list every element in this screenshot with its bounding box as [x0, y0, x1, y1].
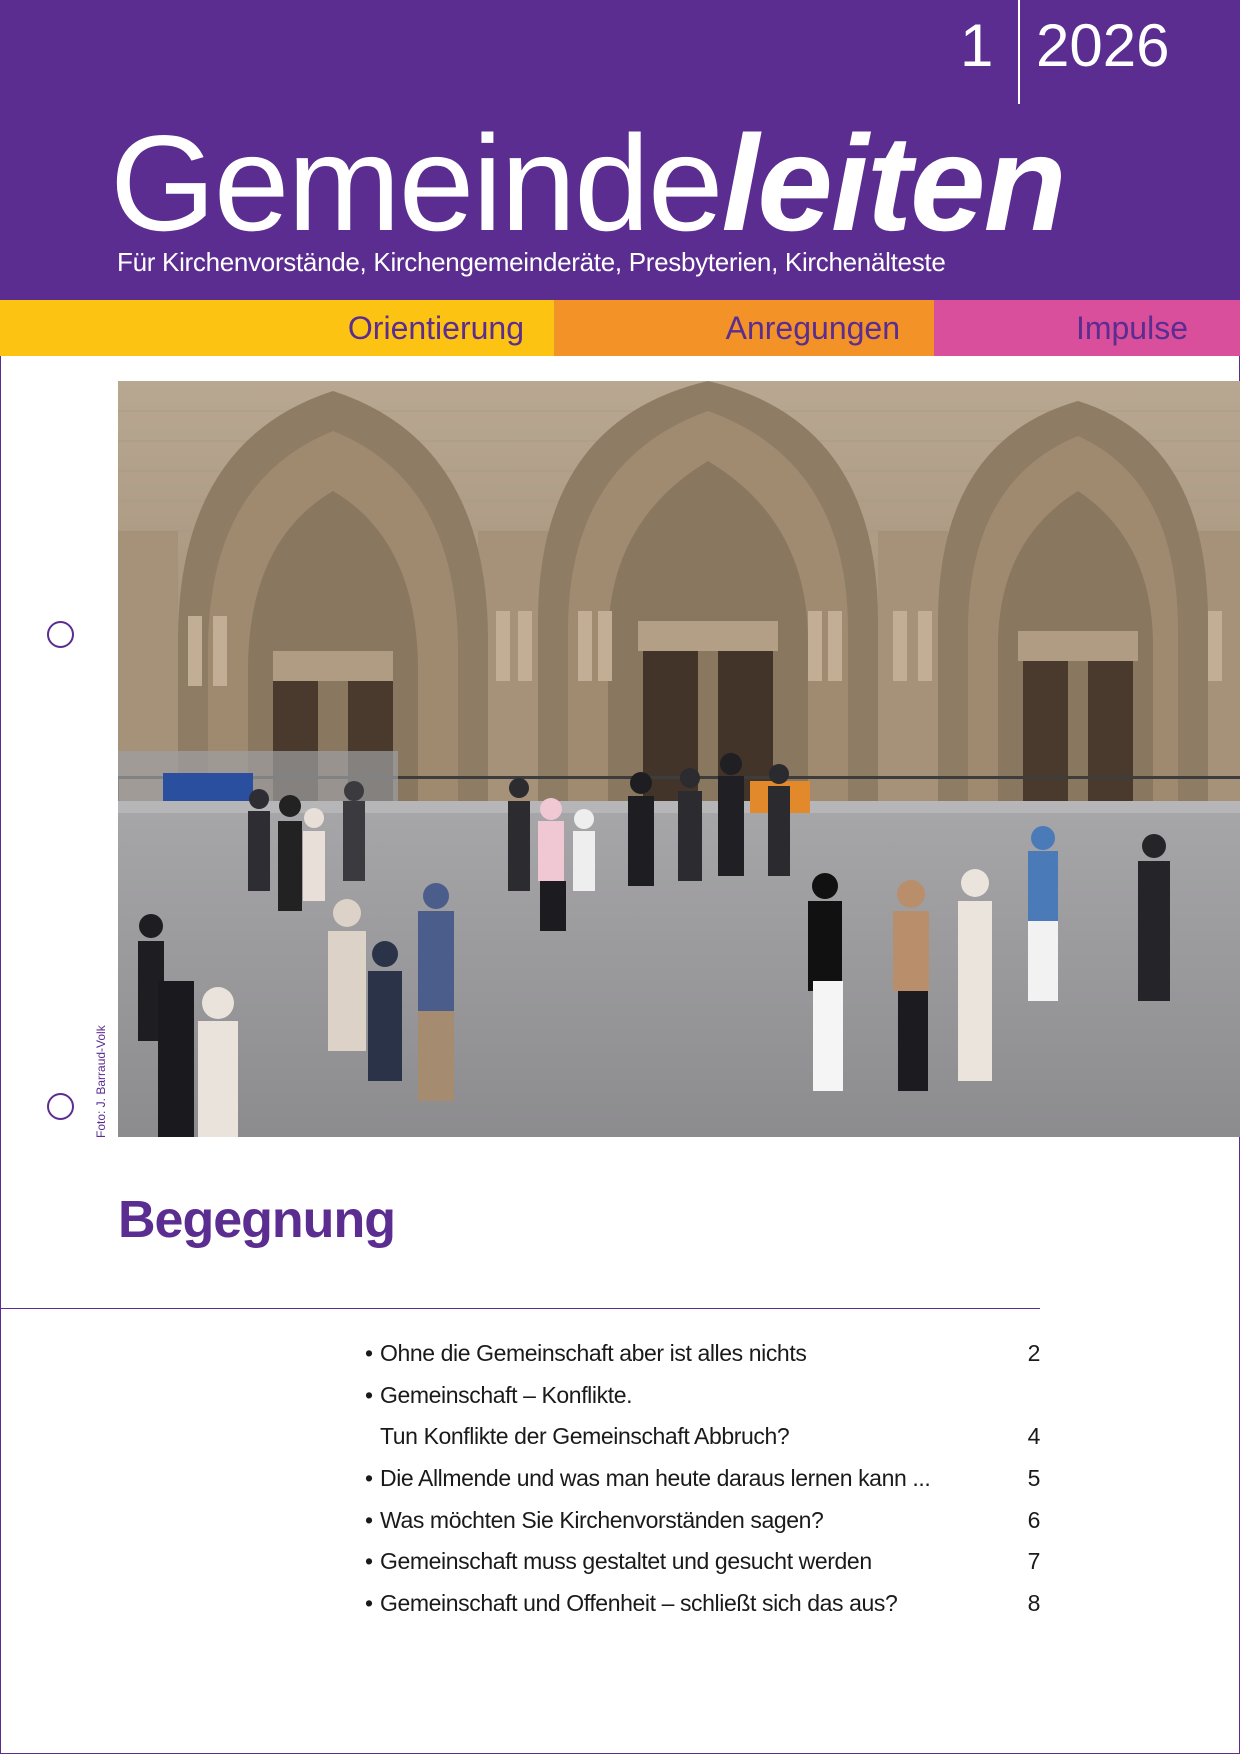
- issue-separator: [1018, 0, 1020, 104]
- toc-page-number: 7: [1027, 1548, 1040, 1575]
- toc-title: Tun Konflikte der Gemeinschaft Abbruch?: [380, 1423, 790, 1450]
- toc-page-number: 8: [1027, 1590, 1040, 1617]
- masthead: [0, 0, 1240, 300]
- toc-page-number: 4: [1027, 1423, 1040, 1450]
- divider-rule: [0, 1308, 1040, 1309]
- toc-bullet: •: [365, 1381, 373, 1408]
- title-part-gemeinde: Gemeinde: [110, 107, 722, 259]
- toc-entry: [365, 1375, 1040, 1417]
- toc-page-number: 5: [1027, 1465, 1040, 1492]
- section-orientierung: Orientierung: [0, 300, 554, 356]
- toc-entry: [365, 1583, 1040, 1625]
- toc-entry: [365, 1333, 1040, 1375]
- issue-theme-heading: Begegnung: [118, 1191, 395, 1249]
- toc-title: Gemeinschaft und Offenheit – schließt sich das aus?: [380, 1590, 898, 1617]
- toc-bullet: •: [365, 1548, 373, 1575]
- section-impulse: Impulse: [934, 300, 1240, 356]
- toc-entry: [365, 1500, 1040, 1542]
- toc-bullet: •: [365, 1465, 373, 1492]
- punch-hole-top: [47, 621, 74, 648]
- toc-entry-continuation: [365, 1416, 1040, 1458]
- toc-entry: [365, 1541, 1040, 1583]
- toc-bullet: •: [365, 1506, 373, 1533]
- toc-entry: [365, 1458, 1040, 1500]
- toc-title: Die Allmende und was man heute daraus lernen kann ...: [380, 1465, 931, 1492]
- toc-bullet: •: [365, 1340, 373, 1366]
- title-part-leiten: leiten: [721, 107, 1065, 259]
- section-anregungen: Anregungen: [554, 300, 934, 356]
- toc-title: Was möchten Sie Kirchenvorständen sagen?: [380, 1506, 824, 1533]
- magazine-subtitle: Für Kirchenvorstände, Kirchengemeinderäte, Presbyterien, Kirchenälteste: [117, 247, 946, 277]
- photo-credit: Foto: J. Barraud-Volk: [94, 1025, 108, 1138]
- punch-hole-bottom: [47, 1093, 74, 1120]
- issue-year: 2026: [1036, 12, 1170, 79]
- section-color-bar: [0, 300, 1240, 356]
- magazine-title: [110, 108, 1065, 258]
- cover-photo-cathedral: [118, 381, 1240, 1137]
- toc-page-number: 2: [1027, 1340, 1040, 1366]
- toc-title: Gemeinschaft – Konflikte.: [380, 1381, 633, 1408]
- issue-number: 1: [960, 12, 994, 79]
- toc-title: Gemeinschaft muss gestaltet und gesucht werden: [380, 1548, 872, 1575]
- table-of-contents: [365, 1333, 1040, 1625]
- toc-page-number: 6: [1027, 1506, 1040, 1533]
- toc-title: Ohne die Gemeinschaft aber ist alles nichts: [380, 1340, 807, 1366]
- toc-bullet: •: [365, 1590, 373, 1617]
